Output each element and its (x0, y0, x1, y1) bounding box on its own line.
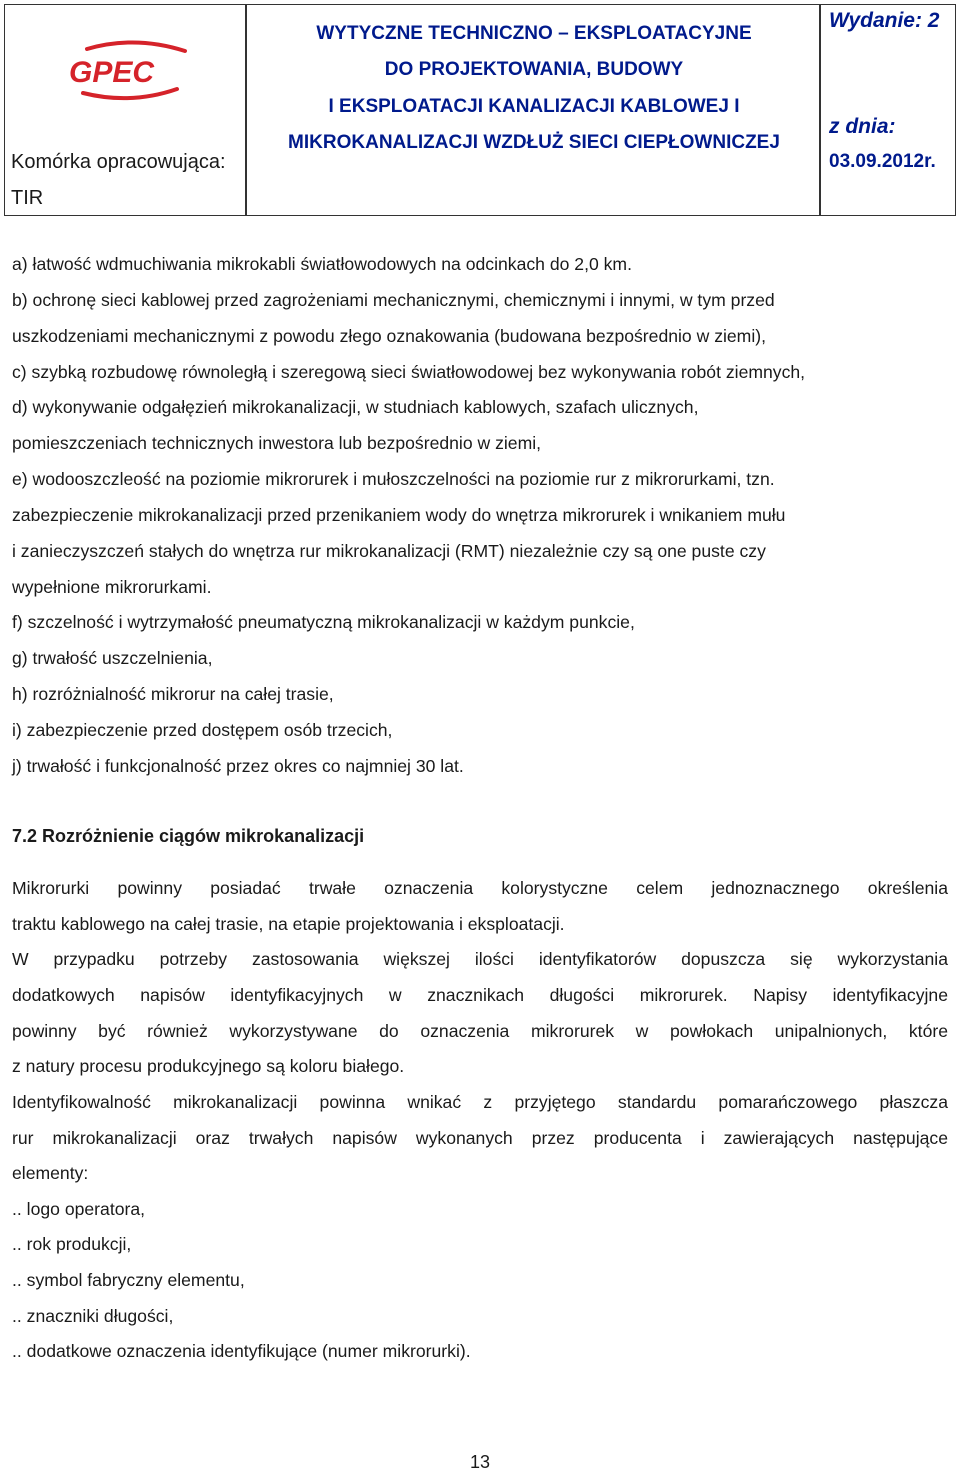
document-header (4, 4, 956, 216)
list-line: c) szybką rozbudowę równoległą i szeregową sieci światłowodowej bez wykonywania robót ziemnych, (12, 362, 806, 382)
header-edition-cell (820, 4, 956, 216)
list-line: pomieszczeniach technicznych inwestora lub bezpośrednio w ziemi, (12, 433, 542, 453)
department-label: Komórka opracowująca: (11, 151, 226, 173)
paragraph-line: traktu kablowego na całej trasie, na etapie projektowania i eksploatacji. (12, 914, 565, 934)
paragraph-line: W przypadku potrzeby zastosowania większej ilości identyfikatorów dopuszcza się wykorzystania (12, 949, 948, 969)
header-logo-cell (4, 4, 246, 216)
department-value: TIR (11, 187, 44, 209)
list-line: g) trwałość uszczelnienia, (12, 648, 213, 668)
bullet-line: .. dodatkowe oznaczenia identyfikujące (numer mikrorurki). (12, 1341, 471, 1361)
edition-label: Wydanie: 2 (829, 9, 940, 32)
list-line: d) wykonywanie odgałęzień mikrokanalizacji, w studniach kablowych, szafach ulicznych, (12, 397, 699, 417)
doc-title-line-3: I EKSPLOATACJI KANALIZACJI KABLOWEJ I (328, 96, 740, 117)
list-line: f) szczelność i wytrzymałość pneumatyczną mikrokanalizacji w każdym punkcie, (12, 612, 635, 632)
paragraph-line: Mikrorurki powinny posiadać trwałe oznaczenia kolorystyczne celem jednoznacznego określenia (12, 878, 948, 898)
date-value: 03.09.2012r. (829, 151, 936, 172)
header-title-cell (246, 4, 820, 216)
list-line: h) rozróżnialność mikrorur na całej trasie, (12, 684, 334, 704)
bullet-line: .. znaczniki długości, (12, 1306, 174, 1326)
list-line: b) ochronę sieci kablowej przed zagrożeniami mechanicznymi, chemicznymi i innymi, w tym przed (12, 290, 775, 310)
list-line: zabezpieczenie mikrokanalizacji przed przenikaniem wody do wnętrza mikrorurek i wnikaniem mułu (12, 505, 786, 525)
list-line: i) zabezpieczenie przed dostępem osób trzecich, (12, 720, 393, 740)
list-line: wypełnione mikrorurkami. (12, 577, 212, 597)
paragraph-line: powinny być również wykorzystywane do oznaczenia mikrorurek w powłokach unipalnionych, które (12, 1021, 948, 1041)
list-line: j) trwałość i funkcjonalność przez okres co najmniej 30 lat. (12, 756, 464, 776)
list-line: uszkodzeniami mechanicznymi z powodu złego oznakowania (budowana bezpośrednio w ziemi), (12, 326, 766, 346)
paragraph-line: dodatkowych napisów identyfikacyjnych w znacznikach długości mikrorurek. Napisy identyfikacyjne (12, 985, 948, 1005)
svg-text:GPEC: GPEC (69, 56, 155, 89)
bullet-line: .. symbol fabryczny elementu, (12, 1270, 245, 1290)
paragraph-line: rur mikrokanalizacji oraz trwałych napisów wykonanych przez producenta i zawierających następujące (12, 1128, 948, 1148)
page-number: 13 (469, 1452, 491, 1472)
bullet-line: .. logo operatora, (12, 1199, 146, 1219)
list-line: e) wodooszczleość na poziomie mikrorurek i mułoszczelności na poziomie rur z mikrorurkami, tzn. (12, 469, 775, 489)
doc-title-line-1: WYTYCZNE TECHNICZNO – EKSPLOATACYJNE (316, 23, 752, 44)
gpec-logo (65, 39, 195, 101)
paragraph-line: z natury procesu produkcyjnego są koloru białego. (12, 1056, 405, 1076)
bullet-line: .. rok produkcji, (12, 1234, 132, 1254)
paragraph-line: Identyfikowalność mikrokanalizacji powinna wnikać z przyjętego standardu pomarańczowego płaszcza (12, 1092, 948, 1112)
list-line: i zanieczyszczeń stałych do wnętrza rur mikrokanalizacji (RMT) niezależnie czy są one puste czy (12, 541, 766, 561)
date-label: z dnia: (829, 115, 896, 138)
list-line: a) łatwość wdmuchiwania mikrokabli światłowodowych na odcinkach do 2,0 km. (12, 254, 632, 274)
paragraph-line: elementy: (12, 1163, 89, 1183)
doc-title-line-4: MIKROKANALIZACJI WZDŁUŻ SIECI CIEPŁOWNICZEJ (288, 132, 780, 153)
section-heading: 7.2 Rozróżnienie ciągów mikrokanalizacji (12, 826, 365, 846)
doc-title-line-2: DO PROJEKTOWANIA, BUDOWY (384, 59, 684, 80)
